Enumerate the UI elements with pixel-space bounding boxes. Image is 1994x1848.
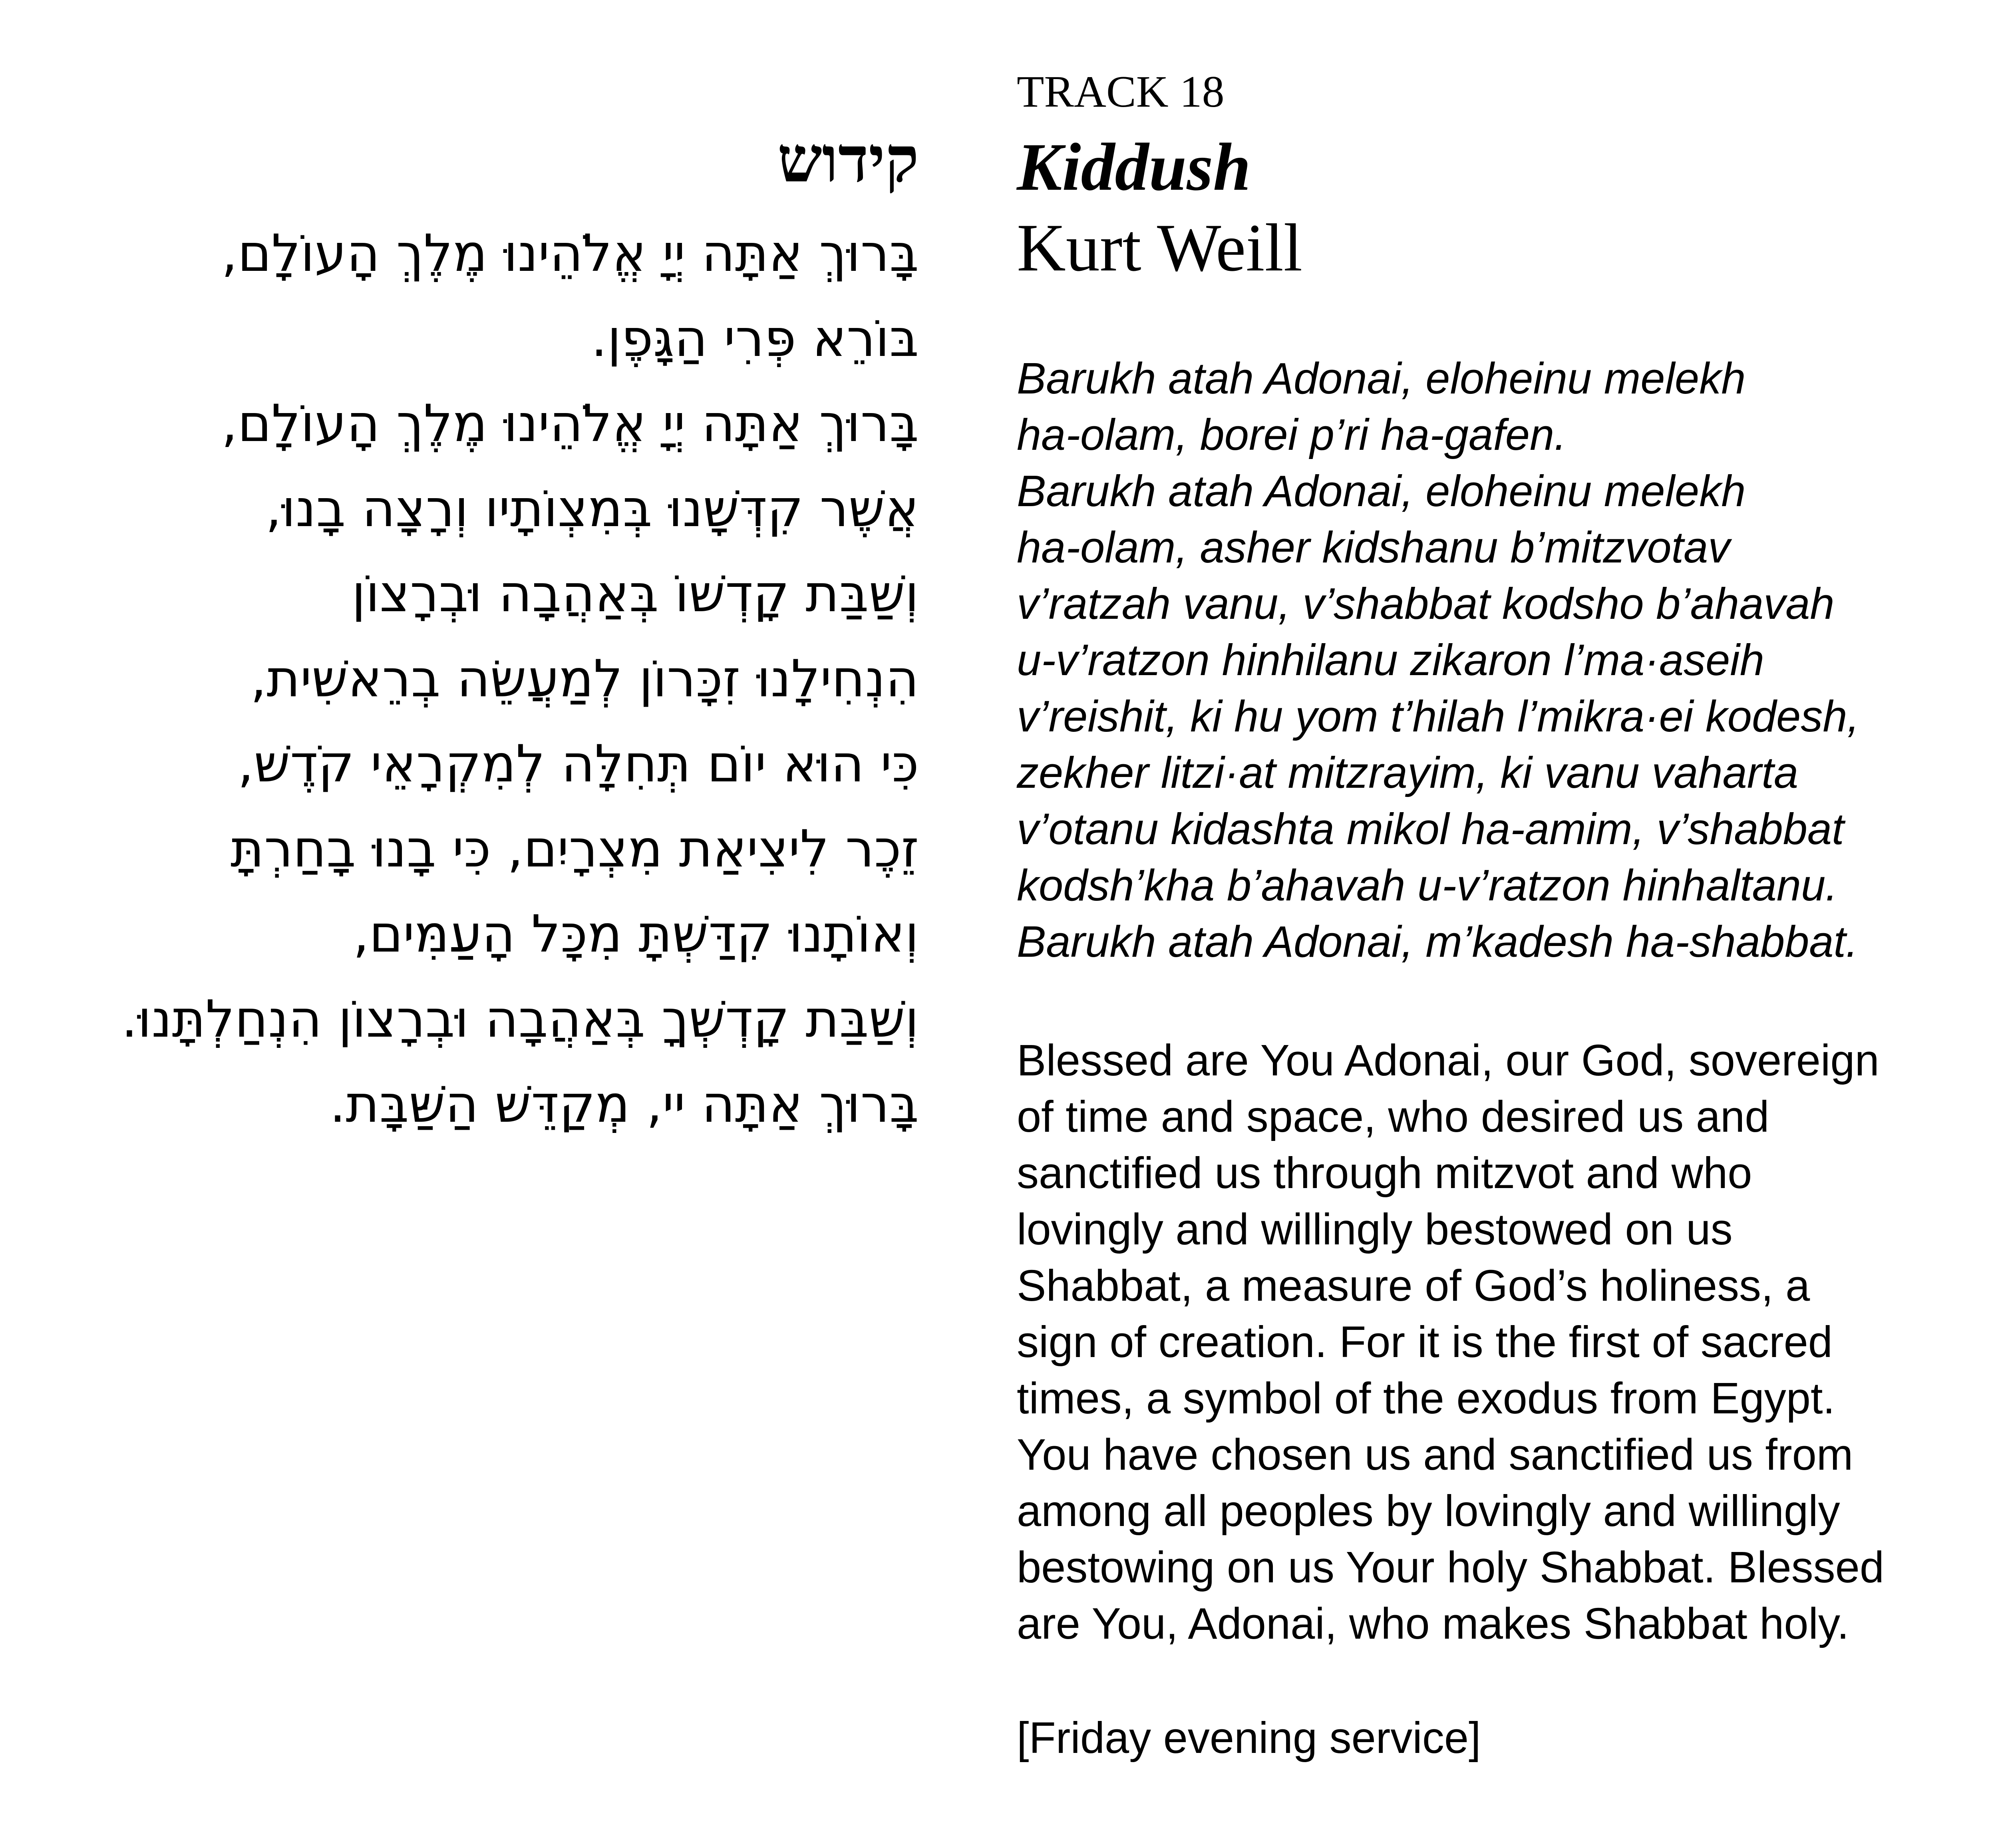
- hebrew-line: כִּי הוּא יוֹם תְּחִלָּה לְמִקְרָאֵי קֹדֶשׁ,: [237, 734, 919, 794]
- transliteration-line: Barukh atah Adonai, m’kadesh ha-shabbat.: [1017, 917, 1858, 966]
- hebrew-line: בָּרוּךְ אַתָּה יְיָ אֱלֹהֵינוּ מֶלֶךְ הָעוֹלָם,: [221, 394, 919, 453]
- hebrew-line: וְאוֹתָנוּ קִדַּשְׁתָּ מִכָּל הָעַמִּים,: [353, 904, 919, 964]
- translation-line: of time and space, who desired us and: [1017, 1092, 1769, 1141]
- hebrew-line: וְשַׁבַּת קָדְשְׁךָ בְּאַהֲבָה וּבְרָצוֹן הִנְחַלְתָּנוּ.: [121, 990, 919, 1049]
- translation-line: bestowing on us Your holy Shabbat. Blessed: [1017, 1543, 1884, 1592]
- transliteration-line: v’reishit, ki hu yom t’hilah l’mikra·ei kodesh,: [1017, 692, 1860, 741]
- transliteration-line: v’ratzah vanu, v’shabbat kodsho b’ahavah: [1017, 579, 1835, 628]
- translation-line: among all peoples by lovingly and willingly: [1017, 1486, 1840, 1536]
- hebrew-column: [0, 0, 927, 1848]
- transliteration-line: v’otanu kidashta mikol ha-amim, v’shabbat: [1017, 805, 1844, 854]
- transliteration-line: Barukh atah Adonai, eloheinu melekh: [1017, 354, 1746, 403]
- translation-line: sanctified us through mitzvot and who: [1017, 1149, 1752, 1198]
- transliteration-line: kodsh’kha b’ahavah u-v’ratzon hinhaltanu.: [1017, 861, 1838, 910]
- transliteration-line: ha-olam, borei p’ri ha-gafen.: [1017, 410, 1567, 459]
- composer-name: Kurt Weill: [1017, 210, 1303, 285]
- hebrew-line: אֲשֶׁר קִדְּשָׁנוּ בְּמִצְוֹתָיו וְרָצָה בָנוּ,: [265, 479, 919, 539]
- translation: [1017, 1032, 1884, 1652]
- transliteration-line: u-v’ratzon hinhilanu zikaron l’ma·aseih: [1017, 636, 1764, 685]
- hebrew-line: בָּרוּךְ אַתָּה יי, מְקַדֵּשׁ הַשַּׁבָּת.: [329, 1075, 919, 1134]
- hebrew-line: זֵכֶר לִיצִיאַת מִצְרָיִם, כִּי בָנוּ בָחַרְתָּ: [230, 819, 919, 879]
- translation-line: sign of creation. For it is the first of sacred: [1017, 1317, 1833, 1367]
- transliteration-line: ha-olam, asher kidshanu b’mitzvotav: [1017, 523, 1730, 572]
- hebrew-line: בּוֹרֵא פְּרִי הַגָּפֶן.: [591, 309, 919, 368]
- translation-line: Shabbat, a measure of God’s holiness, a: [1017, 1261, 1810, 1310]
- translation-line: lovingly and willingly bestowed on us: [1017, 1205, 1733, 1254]
- english-column: [1017, 0, 1984, 1848]
- translation-line: Blessed are You Adonai, our God, sovereign: [1017, 1036, 1879, 1085]
- transliteration-line: zekher litzi·at mitzrayim, ki vanu vaharta: [1017, 748, 1799, 797]
- translation-line: You have chosen us and sanctified us from: [1017, 1430, 1853, 1479]
- hebrew-title: קידוש: [777, 123, 919, 197]
- hebrew-text: [121, 211, 919, 1147]
- translation-line: times, a symbol of the exodus from Egypt.: [1017, 1374, 1835, 1423]
- track-label: TRACK 18: [1017, 67, 1225, 117]
- source-note: [Friday evening service]: [1017, 1713, 1481, 1763]
- hebrew-line: בָּרוּךְ אַתָּה יְיָ אֱלֹהֵינוּ מֶלֶךְ הָעוֹלָם,: [221, 224, 919, 283]
- song-title: Kiddush: [1017, 129, 1251, 205]
- transliteration: [1017, 350, 1859, 970]
- hebrew-line: הִנְחִילָנוּ זִכָּרוֹן לְמַעֲשֵׂה בְרֵאשִׁית,: [250, 649, 919, 709]
- transliteration-line: Barukh atah Adonai, eloheinu melekh: [1017, 467, 1746, 516]
- hebrew-line: וְשַׁבַּת קָדְשׁוֹ בְּאַהֲבָה וּבְרָצוֹן: [352, 564, 919, 624]
- translation-line: are You, Adonai, who makes Shabbat holy.: [1017, 1599, 1849, 1648]
